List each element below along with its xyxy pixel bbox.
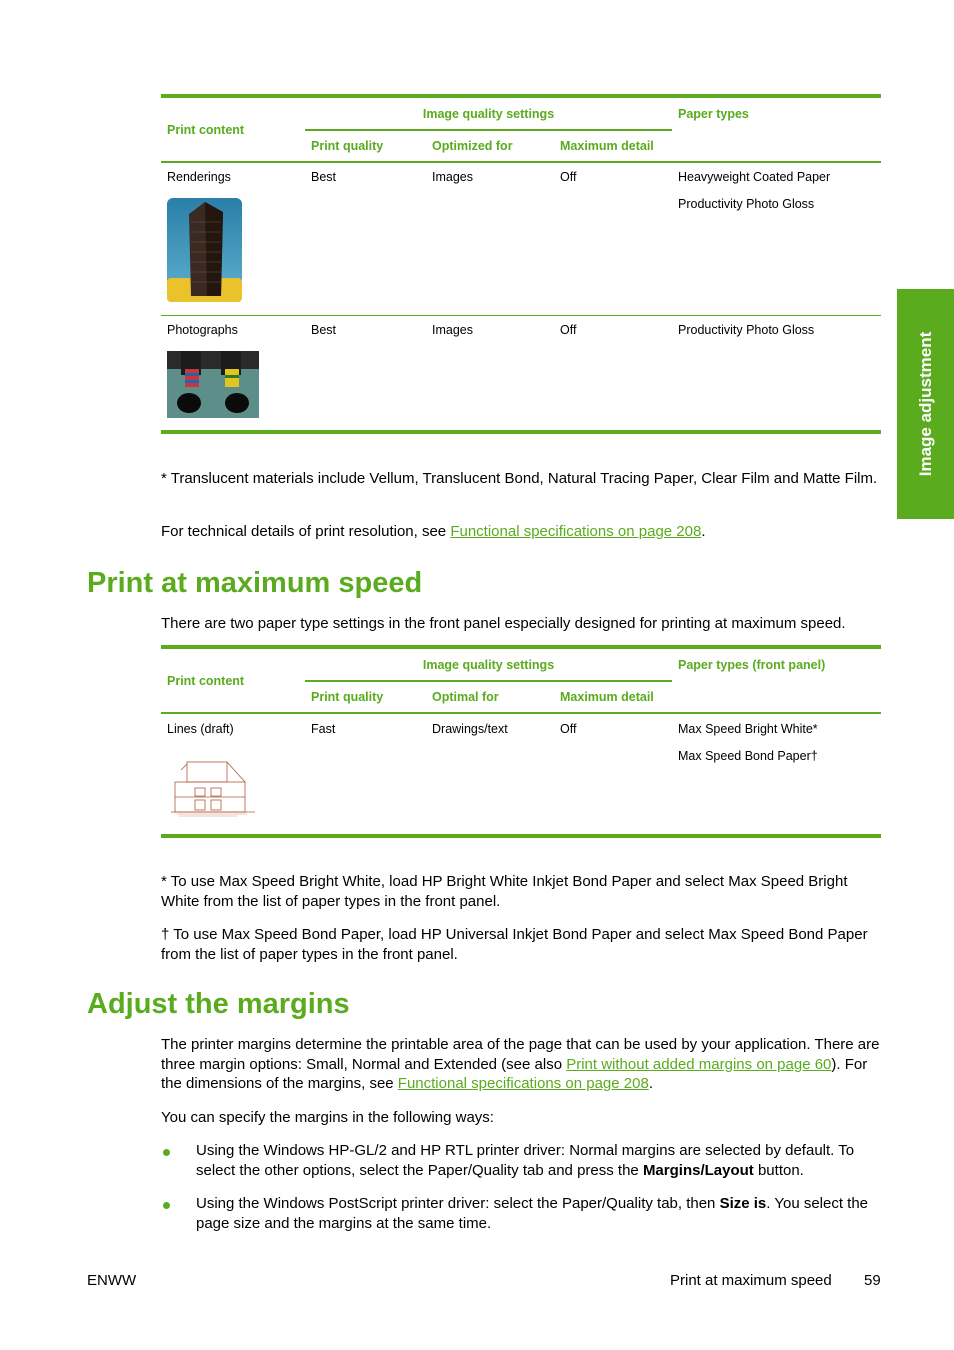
print-without-margins-link[interactable]: Print without added margins on page 60	[566, 1055, 832, 1073]
margins-intro	[161, 1035, 883, 1094]
bright-white-note: * To use Max Speed Bright White, load HP Bright White Inkjet Bond Paper and select Max Speed Bright White from the list of paper types in the front panel.	[161, 873, 848, 910]
section-heading-max-speed: Print at maximum speed	[87, 567, 423, 599]
cell-print-content: Lines (draft)	[167, 722, 234, 736]
max-speed-table	[161, 645, 881, 838]
footer-section: Print at maximum speed	[670, 1272, 832, 1289]
list-item	[161, 1141, 883, 1180]
cell-optimal-for: Drawings/text	[432, 722, 508, 736]
header-maximum-detail: Maximum detail	[560, 139, 654, 153]
header-optimal-for: Optimal for	[432, 690, 499, 704]
bullet-bold-text: Margins/Layout	[642, 1161, 754, 1179]
tech-details-text: For technical details of print resolution, see	[161, 523, 451, 540]
cell-optimized-for: Images	[432, 322, 473, 337]
header-optimized-for: Optimized for	[432, 139, 513, 153]
header-print-quality: Print quality	[311, 690, 384, 704]
section-heading-margins: Adjust the margins	[87, 988, 350, 1020]
header-print-content: Print content	[161, 647, 305, 713]
functional-specs-link[interactable]: Functional specifications on page 208	[397, 1075, 649, 1092]
photographs-thumbnail	[167, 351, 259, 418]
cell-paper-type: Max Speed Bright White*	[678, 722, 818, 736]
bond-paper-note: † To use Max Speed Bond Paper, load HP Universal Inkjet Bond Paper and select Max Speed Bond Paper from the list of paper types in the front panel.	[161, 926, 868, 963]
cell-maximum-detail: Off	[560, 322, 577, 337]
margins-intro-text: .	[648, 1075, 653, 1092]
bullet-icon	[163, 1149, 170, 1156]
tech-details-paragraph	[161, 522, 883, 542]
cell-print-quality: Best	[311, 322, 337, 337]
side-tab	[897, 289, 954, 519]
header-image-quality-settings: Image quality settings	[422, 107, 555, 121]
header-maximum-detail: Maximum detail	[560, 690, 654, 704]
lines-draft-thumbnail	[167, 752, 259, 822]
cell-paper-type: Max Speed Bond Paper†	[678, 749, 818, 763]
cell-optimized-for: Images	[432, 170, 473, 184]
footer-page-number: 59	[864, 1272, 881, 1289]
bullet-icon	[163, 1202, 170, 1209]
side-tab-label: Image adjustment	[915, 331, 935, 477]
header-print-quality: Print quality	[311, 139, 384, 153]
cell-print-quality: Fast	[311, 722, 336, 736]
bullet-bold-text: Size is	[719, 1195, 767, 1212]
cell-print-content: Photographs	[167, 322, 238, 337]
bullet-text: Using the Windows PostScript printer driver: select the Paper/Quality tab, then	[196, 1195, 720, 1212]
footer-left: ENWW	[87, 1272, 137, 1289]
table-row	[161, 713, 881, 836]
renderings-thumbnail	[167, 198, 242, 302]
table-row	[161, 315, 881, 432]
header-image-quality-settings: Image quality settings	[422, 658, 555, 672]
cell-paper-type: Productivity Photo Gloss	[678, 322, 815, 337]
header-print-content: Print content	[161, 96, 305, 162]
tech-details-period: .	[701, 523, 706, 540]
table-row	[161, 162, 881, 315]
cell-print-quality: Best	[311, 170, 337, 184]
bullet-text: Using the Windows HP-GL/2 and HP RTL printer driver: Normal margins are selected by default. To select the other options, select the Paper/Quality tab and press the	[196, 1142, 855, 1179]
bullet-text: button.	[753, 1161, 804, 1179]
max-speed-intro: There are two paper type settings in the front panel especially designed for printing at maximum speed.	[161, 615, 846, 632]
cell-maximum-detail: Off	[560, 722, 577, 736]
margins-intro-text: The printer margins determine the printable area of the page that can be used by your application. There are three margin options: Small, Normal and Extended (see also	[161, 1036, 880, 1073]
cell-maximum-detail: Off	[560, 170, 577, 184]
header-paper-types: Paper types	[672, 96, 881, 162]
cell-print-content: Renderings	[167, 170, 231, 184]
functional-specs-link[interactable]: Functional specifications on page 208	[450, 523, 702, 540]
margins-intro-text: ). For the dimensions of the margins, see	[161, 1055, 868, 1092]
bullet-text: . You select the page size and the margins at the same time.	[196, 1195, 869, 1232]
print-quality-table	[161, 94, 881, 434]
translucent-note: * Translucent materials include Vellum, Translucent Bond, Natural Tracing Paper, Clear Film and Matte Film.	[161, 470, 878, 487]
list-item	[161, 1194, 883, 1233]
cell-paper-type: Productivity Photo Gloss	[678, 197, 815, 211]
margins-ways: You can specify the margins in the following ways:	[161, 1109, 494, 1126]
cell-paper-type: Heavyweight Coated Paper	[678, 170, 831, 184]
header-paper-types-front-panel: Paper types (front panel)	[672, 647, 881, 713]
